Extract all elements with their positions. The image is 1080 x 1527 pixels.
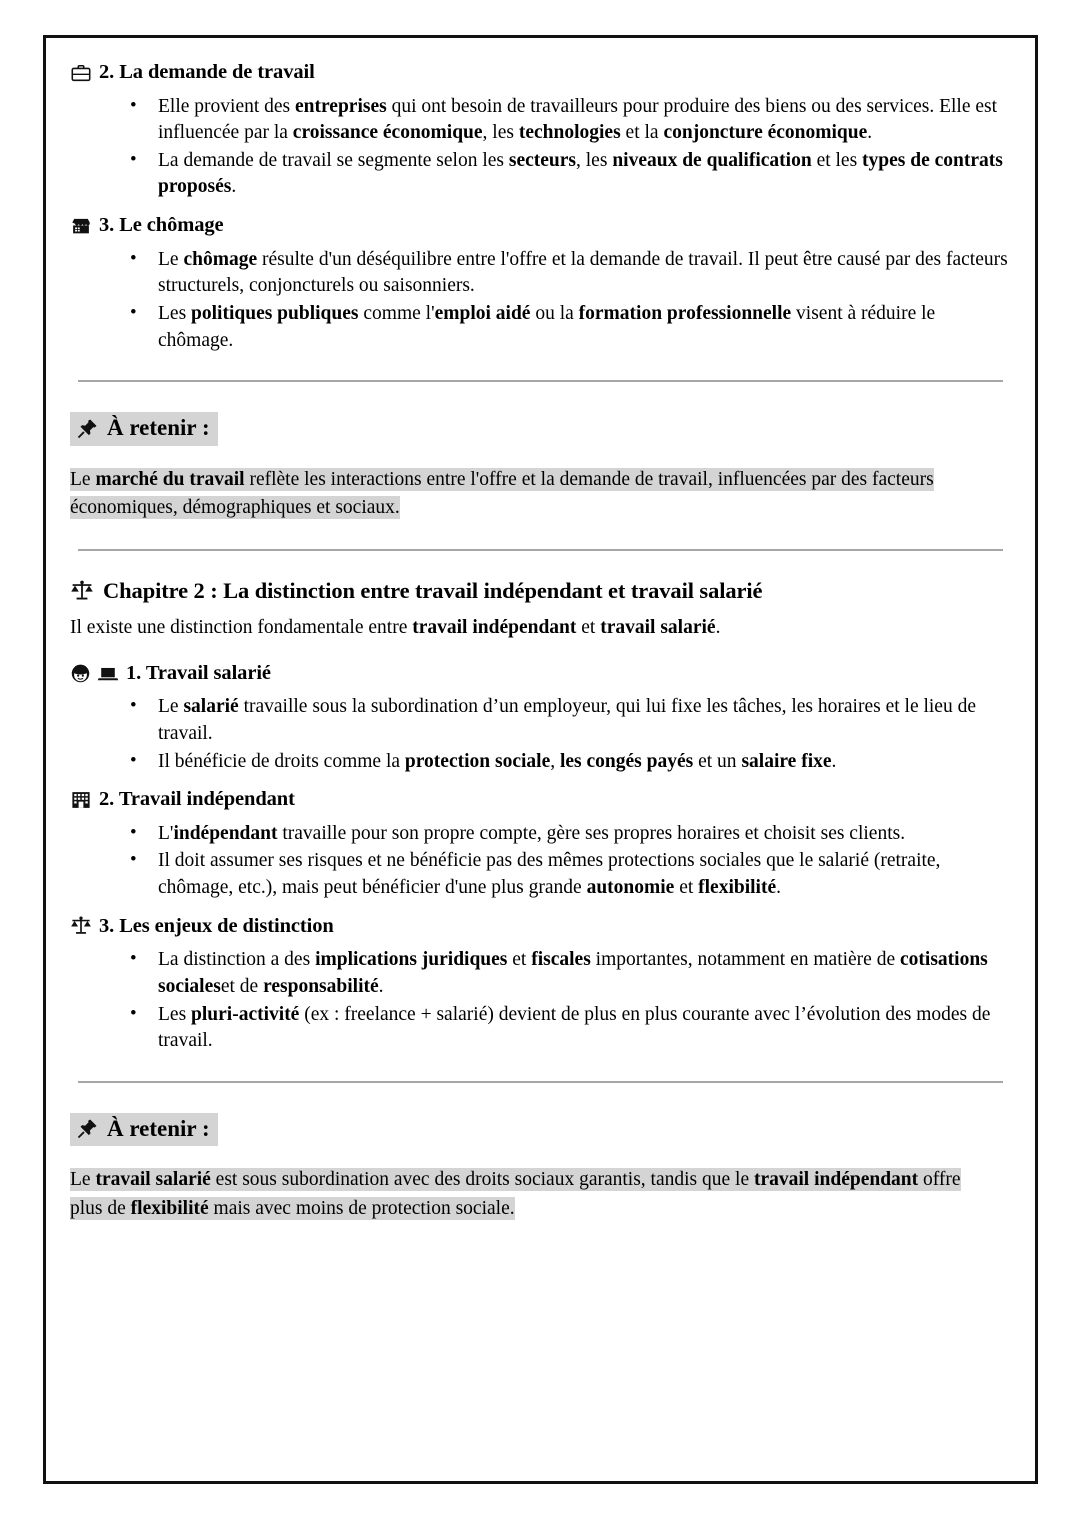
bullet-list [70, 947, 1011, 1054]
section-heading [70, 60, 1011, 86]
section-heading-label: 2. La demande de travail [99, 61, 315, 83]
list-item: • La demande de travail se segmente selon les secteurs, les niveaux de qualification et les types de contrats proposés. [128, 148, 1011, 201]
retenir-highlight: Le marché du travail reflète les interactions entre l'offre et la demande de travail, influencées par des facteurs économiques, démographiques et sociaux. [70, 468, 934, 519]
heading-icons [70, 915, 92, 937]
heading-icons [70, 789, 92, 811]
heading-icons [70, 215, 92, 237]
section-heading-label: 3. Les enjeux de distinction [99, 914, 334, 937]
retenir-label: À retenir : [107, 415, 210, 441]
heading-icons [70, 62, 92, 84]
section-heading [70, 787, 1011, 813]
retenir-text [70, 466, 975, 523]
retenir-label: À retenir : [107, 1115, 210, 1141]
section-demande-de-travail [70, 60, 1011, 201]
office-building-icon [70, 789, 92, 811]
list-item: • L'indépendant travaille pour son propre compte, gère ses propres horaires et choisit ses clients. [128, 821, 1011, 848]
section-travail-independant [70, 787, 1011, 901]
chapter-heading [70, 577, 1011, 605]
spacer [70, 647, 1011, 661]
pushpin-icon [76, 1117, 99, 1140]
bullet-list [70, 94, 1011, 201]
bullet-list [70, 247, 1011, 354]
chapter-title: Chapitre 2 : La distinction entre travail indépendant et travail salarié [103, 577, 763, 603]
pushpin-icon [76, 417, 99, 440]
list-item: • Il doit assumer ses risques et ne bénéficie pas des mêmes protections sociales que le salarié (retraite, chômage, etc.), mais peut bénéficier d'une plus grande autonomie et flexibilité. [128, 848, 1011, 901]
face-icon [70, 663, 91, 684]
retenir-block-2 [70, 1109, 1011, 1223]
scales-icon [70, 915, 92, 937]
list-item: • Le salarié travaille sous la subordination d’un employeur, qui lui fixe les tâches, les horaires et le lieu de travail. [128, 694, 1011, 747]
document-page [43, 35, 1038, 1484]
store-icon [70, 215, 92, 237]
section-heading [70, 661, 1011, 687]
section-chomage [70, 213, 1011, 354]
section-heading-label: 1. Travail salarié [126, 661, 271, 684]
list-item: • Les politiques publiques comme l'emploi aidé ou la formation professionnelle visent à réduire le chômage. [128, 301, 1011, 354]
section-heading [70, 914, 1011, 940]
list-item: • Elle provient des entreprises qui ont besoin de travailleurs pour produire des biens ou des services. Elle est influencée par la croissance économique, les technologies et la conjoncture économique. [128, 94, 1011, 147]
retenir-header [70, 1113, 218, 1146]
list-item: • Les pluri-activité (ex : freelance + salarié) devient de plus en plus courante avec l’évolution des modes de travail. [128, 1002, 1011, 1055]
section-heading-label: 2. Travail indépendant [99, 788, 295, 811]
chapter-intro: Il existe une distinction fondamentale entre travail indépendant et travail salarié. [70, 616, 721, 638]
bullet-list [70, 694, 1011, 775]
section-divider [78, 380, 1003, 382]
section-heading-label: 3. Le chômage [99, 214, 224, 237]
heading-icons [70, 663, 119, 685]
heading-icons [70, 579, 94, 603]
section-divider [78, 1081, 1003, 1083]
retenir-header [70, 412, 218, 445]
list-item: • Le chômage résulte d'un déséquilibre entre l'offre et la demande de travail. Il peut être causé par des facteurs structurels, conjoncturels ou saisonniers. [128, 247, 1011, 300]
bullet-list [70, 821, 1011, 902]
section-heading [70, 213, 1011, 239]
list-item: • Il bénéficie de droits comme la protection sociale, les congés payés et un salaire fixe. [128, 749, 1011, 776]
section-divider [78, 549, 1003, 551]
briefcase-icon [70, 62, 92, 84]
retenir-highlight: Le travail salarié est sous subordination avec des droits sociaux garantis, tandis que le travail indépendant offre plus de flexibilité mais avec moins de protection sociale. [70, 1169, 961, 1219]
scales-icon [70, 579, 94, 603]
retenir-text [70, 1166, 975, 1223]
document-body [46, 38, 1035, 1223]
section-enjeux-distinction [70, 914, 1011, 1055]
list-item: • La distinction a des implications juridiques et fiscales importantes, notamment en matière de cotisations socialeset de responsabilité. [128, 947, 1011, 1000]
chapter-2 [70, 577, 1011, 1055]
section-travail-salarie [70, 661, 1011, 775]
laptop-icon [97, 663, 119, 685]
retenir-block-1 [70, 408, 1011, 522]
